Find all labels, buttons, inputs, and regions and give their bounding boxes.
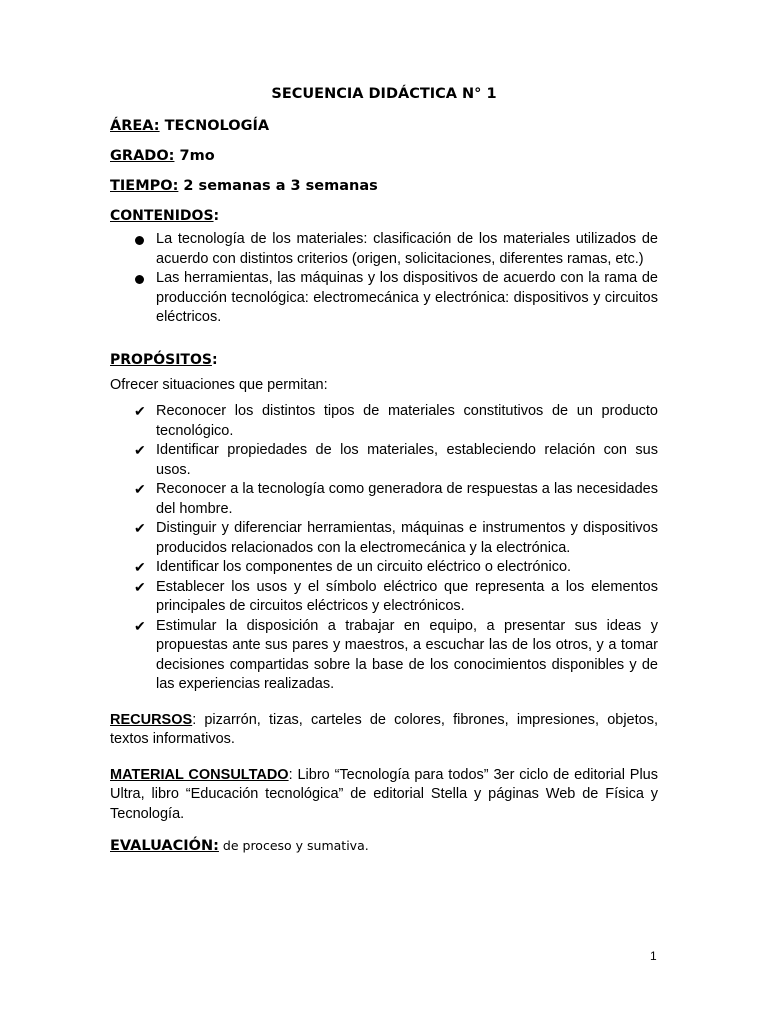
tiempo-value: 2 semanas a 3 semanas: [178, 178, 378, 194]
material-label: MATERIAL CONSULTADO: [110, 766, 289, 783]
check-icon: ✔: [134, 520, 146, 536]
propositos-list: [110, 402, 658, 695]
propositos-heading: PROPÓSITOS:: [110, 351, 218, 368]
contenidos-list: [110, 230, 658, 328]
grado-value: 7mo: [174, 148, 215, 164]
area-value: TECNOLOGÍA: [159, 118, 270, 134]
evaluacion-label: EVALUACIÓN:: [110, 838, 219, 854]
recursos-paragraph: RECURSOS: pizarrón, tizas, carteles de colores, fibrones, impresiones, objetos, textos informativos.: [110, 711, 658, 747]
check-icon: ✔: [134, 403, 146, 419]
document-title: SECUENCIA DIDÁCTICA N° 1: [271, 86, 497, 102]
check-icon: ✔: [134, 559, 146, 575]
contenidos-heading: CONTENIDOS:: [110, 208, 220, 224]
list-item: ✔ Reconocer los distintos tipos de materiales constitutivos de un producto tecnológico.: [134, 403, 658, 439]
evaluacion-field: [110, 838, 658, 854]
check-icon: ✔: [134, 578, 146, 595]
tiempo-field: [110, 178, 658, 194]
list-item: ✔ Identificar propiedades de los materiales, estableciendo relación con sus usos.: [134, 442, 658, 478]
list-item: ✔ Distinguir y diferenciar herramientas, máquinas e instrumentos y dispositivos producidos relacionados con la electromecánica y la electrónica.: [134, 520, 658, 556]
check-icon: ✔: [134, 481, 146, 497]
list-item: ✔ Establecer los usos y el símbolo eléctrico que representa a los elementos principales de circuitos eléctricos y electrónicos.: [134, 578, 658, 614]
page-number: 1: [650, 949, 657, 963]
bullet-icon: [135, 236, 144, 245]
check-icon: ✔: [134, 617, 146, 634]
contenidos-label: CONTENIDOS: [110, 208, 214, 224]
list-item: ✔ Estimular la disposición a trabajar en equipo, a presentar sus ideas y propuestas ante sus pares y maestros, a escuchar las de los otros, y a tomar decisiones compartidas sobre la base de los conocimientos disponibles y de las experiencias realizadas.: [134, 617, 658, 692]
bullet-icon: [135, 275, 144, 284]
recursos-label: RECURSOS: [110, 711, 193, 728]
list-item: Las herramientas, las máquinas y los dispositivos de acuerdo con la rama de producción tecnológica: electromecánica y electrónica: dispositivos y circuitos eléctricos.: [110, 269, 658, 328]
area-label: ÁREA:: [110, 118, 160, 134]
tiempo-label: TIEMPO:: [110, 178, 179, 194]
list-item: ✔ Identificar los componentes de un circuito eléctrico o electrónico.: [110, 558, 658, 578]
document-page: [110, 86, 658, 860]
list-item: ✔ Reconocer a la tecnología como generadora de respuestas a las necesidades del hombre.: [134, 481, 658, 517]
area-field: [110, 118, 658, 134]
grado-field: [110, 148, 658, 164]
propositos-label: PROPÓSITOS: [110, 351, 212, 368]
propositos-intro: Ofrecer situaciones que permitan:: [110, 376, 328, 393]
check-icon: ✔: [134, 442, 146, 458]
evaluacion-value: de proceso y sumativa.: [218, 838, 369, 853]
material-paragraph: MATERIAL CONSULTADO: Libro “Tecnología para todos” 3er ciclo de editorial Plus Ultra, libro “Educación tecnológica” de editorial Stella y páginas Web de Física y Tecnología.: [110, 766, 658, 822]
list-item: La tecnología de los materiales: clasificación de los materiales utilizados de acuerdo con distintos criterios (origen, solicitaciones, diferentes ramas, etc.): [110, 230, 658, 269]
grado-label: GRADO:: [110, 148, 175, 164]
